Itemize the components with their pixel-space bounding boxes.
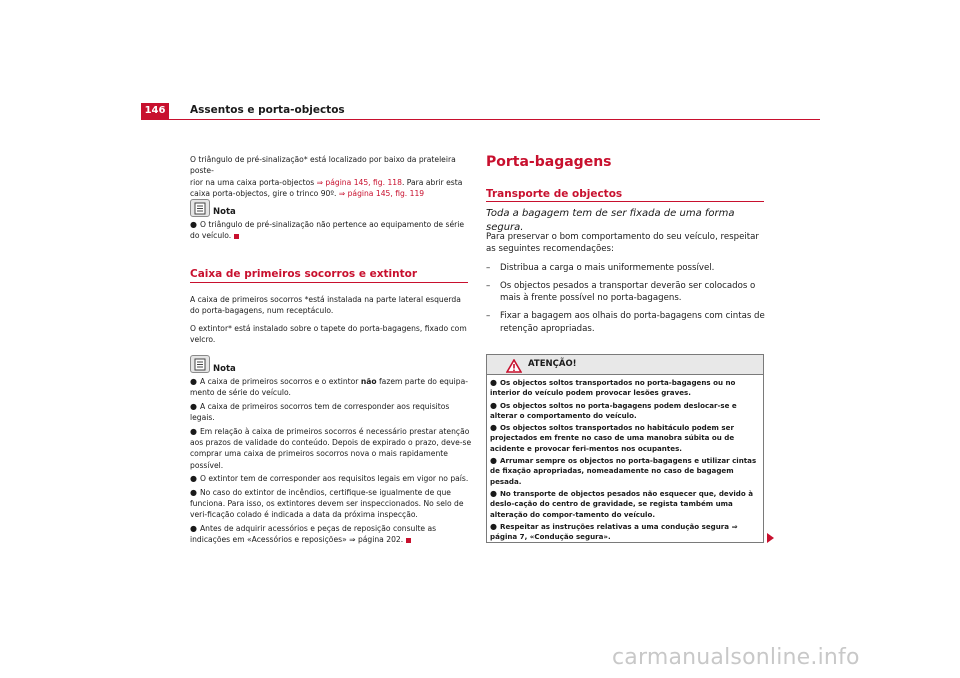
end-square-icon xyxy=(406,538,411,543)
main-title: Porta-bagagens xyxy=(486,154,612,170)
list-item: ● Em relação à caixa de primeiros socorros é necessário prestar atenção aos prazos de validade do conteúdo. Depois de expirado o prazo, deve-se comprar uma caixa de primeiros socorros nova o mais rapidamente possível. xyxy=(190,426,472,470)
list-item: ● Os objectos soltos transportados no habitáculo podem ser projectados em frente no caso de uma manobra súbita ou de acidente e provocar feri-mentos nos ocupantes. xyxy=(490,423,735,453)
list-item: ● Antes de adquirir acessórios e peças de reposição consulte as indicações em «Acessórios e reposições» ⇒ página 202. xyxy=(190,523,437,545)
section-title: Caixa de primeiros socorros e extintor xyxy=(190,268,418,280)
list-item: ● A caixa de primeiros socorros tem de corresponder aos requisitos legais. xyxy=(190,401,450,423)
continue-arrow-icon xyxy=(767,533,774,543)
link-page-202[interactable]: ⇒ página 202. xyxy=(349,535,404,545)
list-item: ● No transporte de objectos pesados não esquecer que, devido à deslo-cação do centro de gravidade, se regista também uma alteração do compor-tamento do veículo. xyxy=(490,488,753,519)
page-number: 146 xyxy=(141,103,169,119)
warning-triangle-icon xyxy=(506,358,522,377)
note-1-list xyxy=(190,219,472,242)
list-item: – Distribua a carga o mais uniformemente possível. xyxy=(486,262,715,273)
list-item: ● Os objectos soltos no porta-bagagens podem deslocar-se e alterar o comportamento do veículo. xyxy=(490,400,737,420)
list-item: ● No caso do extintor de incêndios, certifique-se igualmente de que funciona. Para isso, os extintores devem ser inspeccionados. No selo de veri-ficação colado é indicada a data da próxima inspecção. xyxy=(190,487,464,520)
note-label: Nota xyxy=(213,207,236,217)
italic-heading: Toda a bagagem tem de ser fixada de uma forma segura. xyxy=(486,208,735,233)
warning-list xyxy=(490,378,762,542)
note-2-list xyxy=(190,376,472,546)
list-item: ● O extintor tem de corresponder aos requisitos legais em vigor no país. xyxy=(190,474,469,484)
right-body: Para preservar o bom comportamento do seu veículo, respeitar as seguintes recomendações: – Distribua a carga o mais uniformemente possível. – Os objectos pesados a transportar deverão ser colocados o mais à frente possível no porta-bagagens. – Fixar a bagagem aos olhais do porta-bagagens com cintas de retenção apropriadas. xyxy=(486,232,765,334)
list-item: ● O triângulo de pré-sinalização não pertence ao equipamento de série do veículo. xyxy=(190,220,465,241)
list-item: ● Respeitar as instruções relativas a uma condução segura ⇒ página 7, «Condução segura». xyxy=(490,521,738,542)
list-item: ● Os objectos soltos transportados no porta-bagagens ou no interior do veículo podem provocar lesões graves. xyxy=(490,378,736,398)
end-square-icon xyxy=(234,234,239,239)
watermark: carmanualsonline.info xyxy=(612,645,860,670)
section-body: A caixa de primeiros socorros *está instalada na parte lateral esquerda do porta-bagagens, num receptáculo. O extintor* está instalado sobre o tapete do porta-bagagens, fixado com velcro. xyxy=(190,295,467,345)
link-page-145-fig-118[interactable]: ⇒ página 145, fig. 118 xyxy=(316,177,402,187)
intro-paragraph: O triângulo de pré-sinalização* está localizado por baixo da prateleira poste- rior na uma caixa porta-objectos ⇒ página 145, fig. 118. Para abrir esta caixa porta-objectos, gire o trinco 90º. ⇒ página 145, fig. 119 xyxy=(190,155,463,199)
list-item: – Fixar a bagagem aos olhais do porta-bagagens com cintas de retenção apropriadas. xyxy=(486,311,765,334)
header-rule xyxy=(141,119,820,120)
note-label: Nota xyxy=(213,364,236,374)
note-pad-icon xyxy=(190,355,210,373)
subsection-rule xyxy=(486,201,764,202)
note-pad-icon xyxy=(190,199,210,217)
list-item: ● A caixa de primeiros socorros e o extintor não fazem parte do equipa- mento de série do veículo. xyxy=(190,377,468,398)
list-item: ● Arrumar sempre os objectos no porta-bagagens e utilizar cintas de fixação apropriadas, nomeadamente no caso de bagagem pesada. xyxy=(490,456,757,486)
header-title: Assentos e porta-objectos xyxy=(190,104,345,116)
section-rule xyxy=(190,282,468,283)
list-item: – Os objectos pesados a transportar deverão ser colocados o mais à frente possível no porta-bagagens. xyxy=(486,280,756,304)
link-page-7[interactable]: ⇒ página 7, «Condução segura». xyxy=(490,521,738,542)
link-page-145-fig-119[interactable]: ⇒ página 145, fig. 119 xyxy=(338,189,425,199)
subsection-title: Transporte de objectos xyxy=(486,188,623,200)
warning-title: ATENÇÃO! xyxy=(528,359,577,369)
